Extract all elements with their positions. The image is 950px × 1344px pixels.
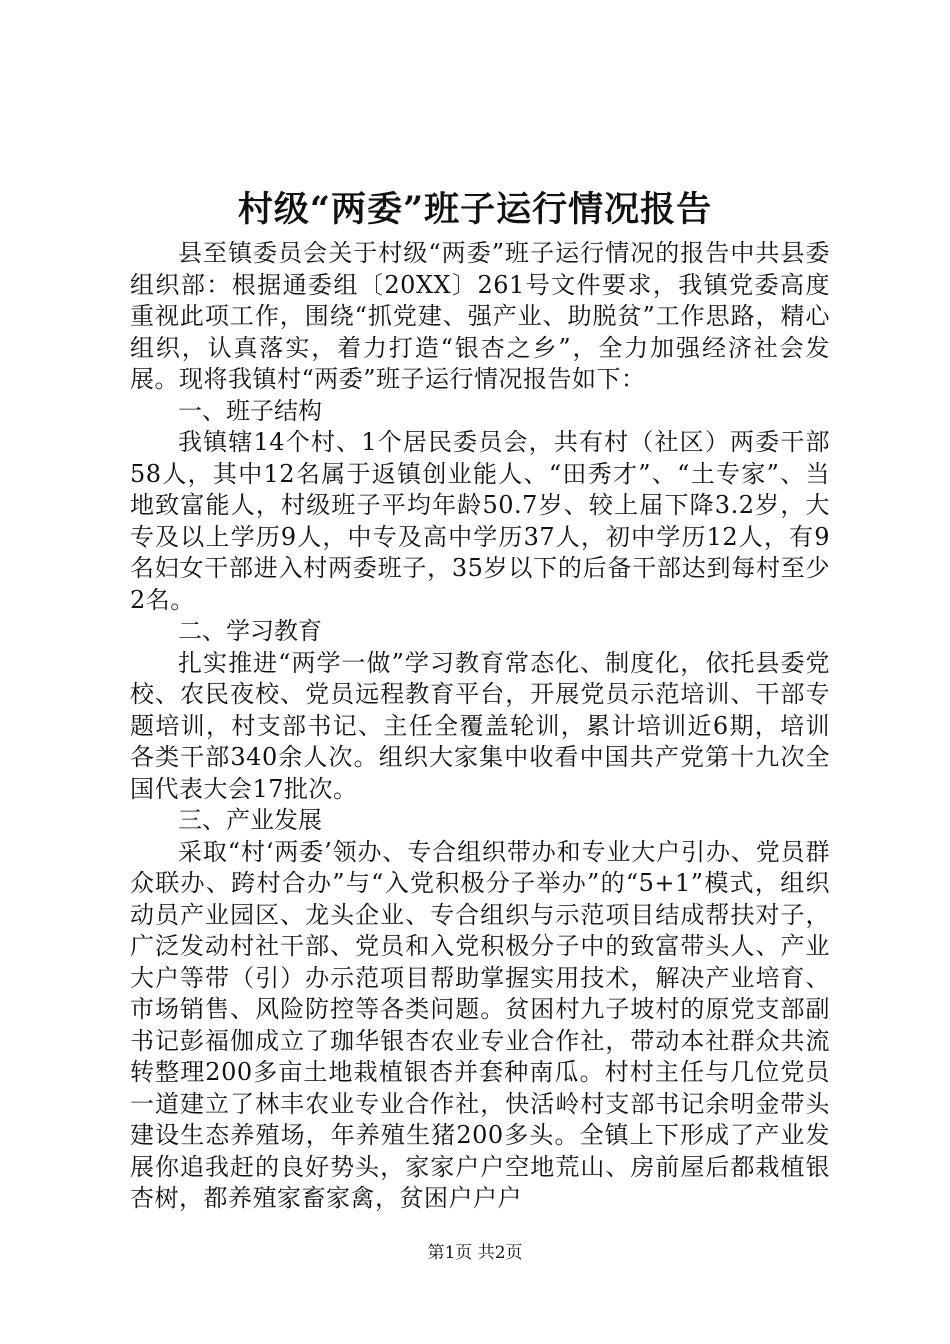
section-heading-structure: 一、班子结构 [178, 396, 322, 425]
page-footer: 第1页 共2页 [427, 1243, 523, 1263]
section-paragraph-structure: 我镇辖14个村、1个居民委员会，共有村（社区）两委干部58人，其中12名属于返镇创业能人、“田秀才”、“土专家”、当地致富能人，村级班子平均年龄50.7岁、较上届下降3.2岁，大专及以上学历9人，中专及高中学历37人，初中学历12人，有9名妇女干部进入村两委班子，35岁以下的后备干部达到每村至少2名。 [130, 428, 830, 614]
section-paragraph-industry: 采取“村‘两委’领办、专合组织带办和专业大户引办、党员群众联办、跨村合办”与“入党积极分子举办”的“5+1”模式，组织动员产业园区、龙头企业、专合组织与示范项目结成帮扶对子，广泛发动村社干部、党员和入党积极分子中的致富带头人、产业大户等带（引）办示范项目帮助掌握实用技术，解决产业培育、市场销售、风险防控等各类问题。贫困村九子坡村的原党支部副书记彭福伽成立了珈华银杏农业专业合作社，带动本社群众共流转整理200多亩土地栽植银杏并套种南瓜。村村主任与几位党员一道建立了林丰农业专业合作社，快活岭村支部书记余明金带头建设生态养殖场，年养殖生猪200多头。全镇上下形成了产业发展你追我赶的良好势头，家家户户空地荒山、房前屋后都栽植银杏树，都养殖家畜家禽，贫困户户户 [130, 837, 830, 1212]
document-title: 村级“两委”班子运行情况报告 [237, 189, 713, 230]
section-heading-industry: 三、产业发展 [178, 806, 322, 834]
intro-paragraph: 县至镇委员会关于村级“两委”班子运行情况的报告中共县委组织部：根据通委组〔20XX〕261号文件要求，我镇党委高度重视此项工作，围绕“抓党建、强产业、助脱贫”工作思路，精心组织，认真落实，着力打造“银杏之乡”，全力加强经济社会发展。现将我镇村“两委”班子运行情况报告如下： [130, 239, 830, 393]
section-heading-education: 二、学习教育 [178, 617, 322, 645]
document-body [130, 238, 830, 1215]
section-paragraph-education: 扎实推进“两学一做”学习教育常态化、制度化，依托县委党校、农民夜校、党员远程教育平台，开展党员示范培训、干部专题培训，村支部书记、主任全覆盖轮训，累计培训近6期，培训各类干部340余人次。组织大家集中收看中国共产党第十九次全国代表大会17批次。 [130, 648, 830, 803]
